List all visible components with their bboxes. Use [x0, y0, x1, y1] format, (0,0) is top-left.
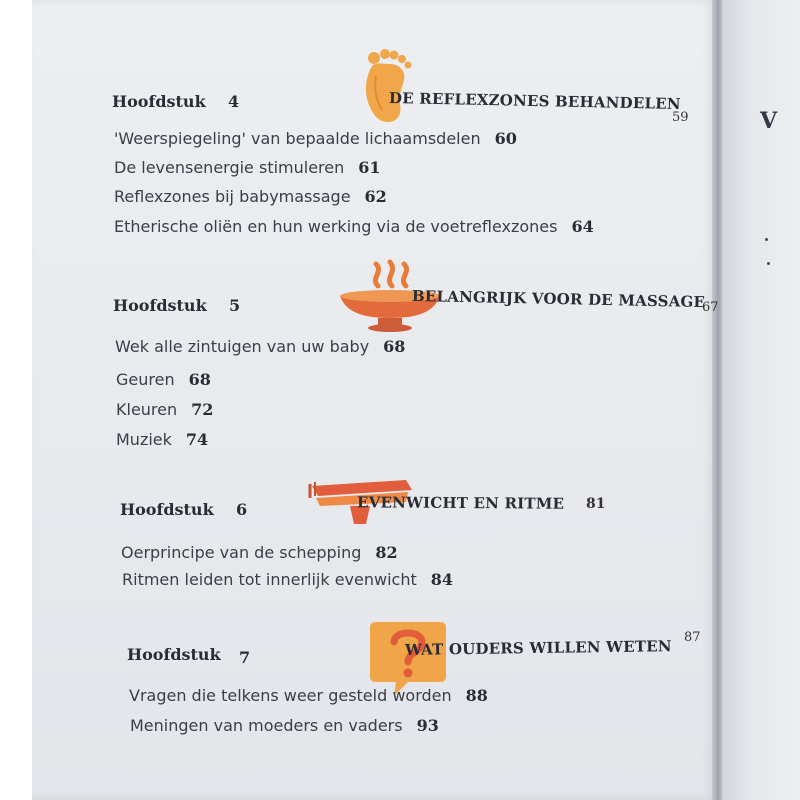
foot-icon [356, 46, 414, 126]
toc-entry-page: 61 [358, 158, 381, 177]
toc-entry[interactable] [114, 187, 387, 206]
facing-page-mark [767, 262, 770, 265]
toc-entry-text: Geuren [116, 370, 175, 389]
chapter-title-page: 81 [586, 496, 606, 512]
chapter-title: BELANGRIJK VOOR DE MASSAGE [411, 286, 706, 312]
facing-page-glyph: V [760, 108, 778, 134]
toc-entry-text: Reflexzones bij babymassage [114, 187, 351, 206]
chapter-title: EVENWICHT EN RITME [356, 493, 565, 513]
chapter-label: Hoofdstuk [120, 500, 214, 519]
chapter-number: 5 [229, 296, 241, 315]
toc-entry[interactable] [114, 158, 381, 177]
chapter-label: Hoofdstuk [113, 296, 207, 315]
toc-entry-page: 72 [191, 400, 214, 419]
toc-entry[interactable] [116, 370, 211, 389]
toc-entry-page: 64 [571, 217, 594, 236]
toc-entry-page: 84 [430, 570, 454, 589]
chapter-title-page: 59 [672, 110, 689, 125]
toc-entry-page: 88 [465, 686, 488, 705]
toc-entry-text: Etherische oliën en hun werking via de voetreflexzones [114, 217, 558, 236]
chapter-number: 4 [228, 92, 240, 111]
chapter-title: DE REFLEXZONES BEHANDELEN [388, 88, 681, 114]
toc-entry-text: Wek alle zintuigen van uw baby [115, 337, 370, 356]
chapter-label: Hoofdstuk [127, 645, 221, 664]
toc-entry-text: De levensenergie stimuleren [114, 158, 345, 177]
toc-entry[interactable] [122, 570, 453, 589]
toc-entry-page: 74 [185, 430, 209, 449]
toc-entry-page: 82 [375, 543, 398, 562]
toc-entry[interactable] [116, 400, 213, 419]
toc-entry[interactable] [115, 337, 405, 356]
toc-entry[interactable] [114, 217, 594, 236]
toc-entry-page: 60 [494, 129, 517, 148]
toc-entry-page: 68 [383, 337, 406, 356]
toc-entry[interactable] [114, 129, 517, 148]
toc-entry-text: Muziek [116, 430, 172, 449]
toc-entry-text: Oerprincipe van de schepping [121, 543, 362, 562]
chapter-number: 6 [236, 500, 248, 519]
toc-entry-text: 'Weerspiegeling' van bepaalde lichaamsdelen [114, 129, 481, 148]
facing-page-mark [765, 238, 768, 241]
toc-entry-text: Meningen van moeders en vaders [130, 716, 403, 735]
chapter-title-page: 67 [702, 300, 719, 315]
chapter-title: WAT OUDERS WILLEN WETEN [404, 637, 672, 659]
toc-entry-text: Ritmen leiden tot innerlijk evenwicht [122, 570, 417, 589]
chapter-number: 7 [239, 648, 251, 667]
toc-entry-text: Vragen die telkens weer gesteld worden [129, 686, 452, 705]
toc-entry[interactable] [129, 686, 488, 705]
toc-entry-page: 93 [416, 716, 439, 735]
toc-entry-page: 68 [188, 370, 211, 389]
toc-entry-page: 62 [364, 187, 387, 206]
chapter-title-page: 87 [684, 630, 701, 645]
chapter-label: Hoofdstuk [112, 92, 206, 111]
background-left [0, 0, 32, 800]
toc-entry[interactable] [121, 543, 398, 562]
toc-entry[interactable] [116, 430, 208, 449]
toc-entry-text: Kleuren [116, 400, 178, 419]
toc-entry[interactable] [130, 716, 439, 735]
